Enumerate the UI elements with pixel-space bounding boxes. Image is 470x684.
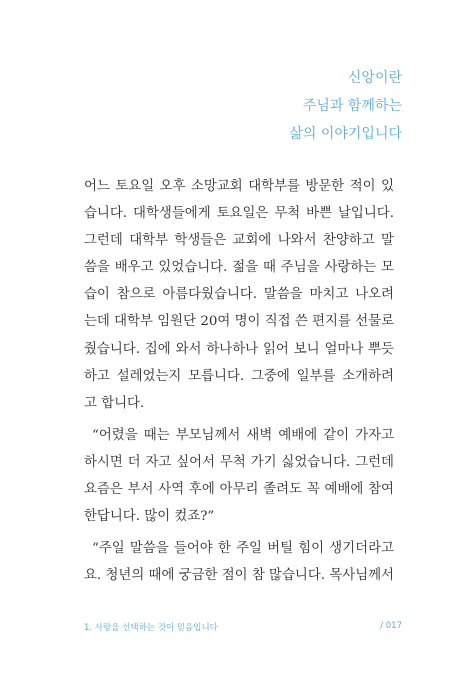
paragraph-1 <box>84 173 394 417</box>
chapter-title: 1. 사랑을 선택하는 것이 믿음입니다 <box>84 623 218 633</box>
epigraph-line: 신앙이란 <box>347 70 402 86</box>
text-line: 고 합니다. <box>84 395 145 411</box>
text-line: 하고 설레었는지 모릅니다. 그중에 일부를 소개하려 <box>84 368 394 384</box>
epigraph-line: 주님과 함께하는 <box>302 98 402 114</box>
text-line: 습니다. 대학생들에게 토요일은 무척 바쁜 날입니다. <box>84 206 394 222</box>
text-line: 요즘은 부서 사역 후에 아무리 졸려도 꼭 예배에 참여 <box>84 482 394 498</box>
text-line: 습이 참으로 아름다웠습니다. 말씀을 마치고 나오려 <box>84 287 394 303</box>
epigraph <box>289 64 402 148</box>
text-line: “주일 말씀을 들어야 한 주일 버틸 힘이 생기더라고 <box>92 541 394 557</box>
text-line: 그런데 대학부 학생들은 교회에 나와서 찬양하고 말 <box>84 233 394 249</box>
text-line: 어느 토요일 오후 소망교회 대학부를 방문한 적이 있 <box>84 179 394 194</box>
text-line: 줬습니다. 집에 와서 하나하나 읽어 보니 얼마나 뿌듯 <box>84 341 394 357</box>
epigraph-line: 삶의 이야기입니다 <box>289 126 402 142</box>
body-text <box>84 173 394 589</box>
text-line: 는데 대학부 임원단 20여 명이 직접 쓴 편지를 선물로 <box>84 314 394 330</box>
page-footer <box>84 621 402 633</box>
text-line: 하시면 더 자고 싶어서 무척 가기 싫었습니다. 그런데 <box>84 454 394 470</box>
page-number: / 017 <box>380 621 402 631</box>
text-line: “어렸을 때는 부모님께서 새벽 예배에 같이 가자고 <box>92 427 394 443</box>
text-line: 한답니다. 많이 컸죠?” <box>84 509 215 525</box>
text-line: 요. 청년의 때에 궁금한 점이 참 많습니다. 목사님께서 <box>84 568 394 584</box>
paragraph-2 <box>84 422 394 530</box>
paragraph-3 <box>84 535 394 589</box>
text-line: 씀을 배우고 있었습니다. 젊을 때 주님을 사랑하는 모 <box>84 260 394 276</box>
